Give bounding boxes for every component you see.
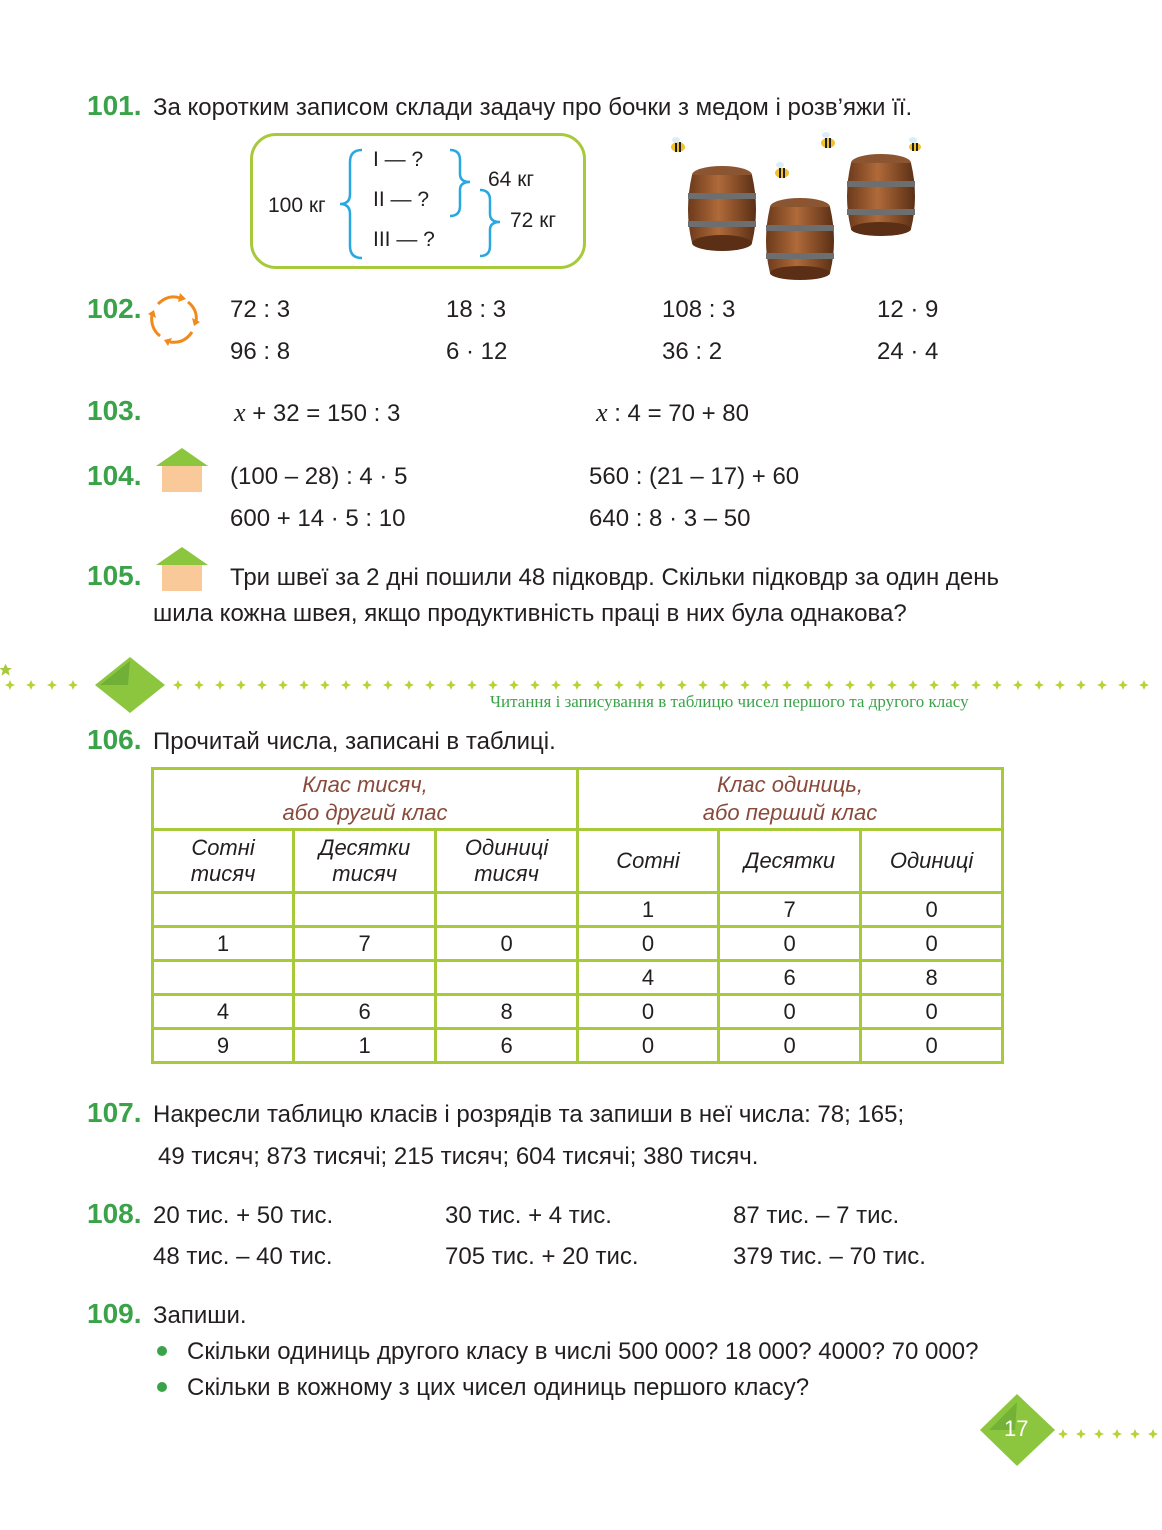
table-cell <box>294 893 436 927</box>
star-ornament <box>992 680 1002 690</box>
equation-1-rest: + 32 = 150 : 3 <box>245 400 401 427</box>
pair2-label: 72 кг <box>510 209 557 232</box>
star-ornament <box>845 680 855 690</box>
variable-x: x <box>596 398 608 427</box>
star-ornament <box>803 680 813 690</box>
star-ornament <box>404 680 414 690</box>
expr-104-4: 640 : 8 · 3 – 50 <box>589 505 751 532</box>
expr-104-1: (100 – 28) : 4 · 5 <box>230 463 408 490</box>
problem-number-102: 102. <box>87 293 142 324</box>
house-icon <box>154 545 210 593</box>
place-value-table <box>151 767 1004 1064</box>
expr-108-2: 48 тис. – 40 тис. <box>153 1243 333 1270</box>
table-cell: 0 <box>719 995 861 1029</box>
equation-2-rest: : 4 = 70 + 80 <box>607 400 749 427</box>
right-brace-top <box>448 148 474 218</box>
bullet-icon <box>157 1346 167 1356</box>
table-cell: 6 <box>719 961 861 995</box>
table-cell: 1 <box>577 893 718 927</box>
star-ornament <box>1097 680 1107 690</box>
table-cell: 0 <box>577 995 718 1029</box>
header-units-line1: Клас одиниць, <box>717 772 863 797</box>
problem-number-107: 107. <box>87 1097 142 1128</box>
star-ornament <box>236 680 246 690</box>
right-brace-bottom <box>478 188 504 258</box>
subheader-line1: Сотні <box>191 835 255 860</box>
problem-text-105-line1: Три швеї за 2 дні пошили 48 підковдр. Скільки підковдр за один день <box>230 564 999 591</box>
subheader-line1: Сотні <box>616 848 680 873</box>
star-ornament <box>278 680 288 690</box>
subheader-line1: Одиниці <box>464 835 549 860</box>
expr-102-4a: 12 · 9 <box>877 296 939 323</box>
star-ornament <box>866 680 876 690</box>
honey-barrels-illustration <box>660 125 930 280</box>
expr-102-1a: 72 : 3 <box>230 296 291 323</box>
bullet-text-1: Скільки одиниць другого класу в числі 500 000? 18 000? 4000? 70 000? <box>187 1338 979 1365</box>
house-icon <box>154 446 210 494</box>
star-ornament <box>1058 1429 1068 1439</box>
table-cell <box>294 961 436 995</box>
star-ornament <box>950 680 960 690</box>
star-ornament <box>425 680 435 690</box>
star-ornament <box>1034 680 1044 690</box>
problem-text-107-line2: 49 тисяч; 873 тисячі; 215 тисяч; 604 тисячі; 380 тисяч. <box>158 1143 759 1170</box>
table-cell: 1 <box>294 1029 436 1063</box>
expr-102-1b: 96 : 8 <box>230 338 291 365</box>
subheader-line2: тисяч <box>474 861 539 886</box>
star-ornament <box>446 680 456 690</box>
table-cell: 0 <box>577 1029 718 1063</box>
barrel-icon <box>688 166 756 251</box>
star-ornament <box>740 680 750 690</box>
star-ornament <box>656 680 666 690</box>
star-ornament <box>299 680 309 690</box>
table-row <box>153 995 1003 1029</box>
star-ornament <box>488 680 498 690</box>
expr-108-3: 30 тис. + 4 тис. <box>445 1202 612 1229</box>
problem-text-109: Запиши. <box>153 1302 247 1329</box>
star-ornament <box>26 680 36 690</box>
table-cell <box>436 893 578 927</box>
expr-102-3b: 36 : 2 <box>662 338 723 365</box>
table-cell <box>153 961 294 995</box>
table-cell: 0 <box>861 927 1003 961</box>
star-ornament <box>1013 680 1023 690</box>
table-cell: 0 <box>861 995 1003 1029</box>
subheader-line1: Одиниці <box>889 848 974 873</box>
star-ornament <box>1148 1429 1158 1439</box>
table-cell: 0 <box>861 893 1003 927</box>
star-ornament <box>572 680 582 690</box>
star-ornament <box>320 680 330 690</box>
header-units-line2: або перший клас <box>702 800 878 825</box>
barrel-icon <box>766 198 834 280</box>
expr-108-4: 705 тис. + 20 тис. <box>445 1243 639 1270</box>
star-ornament <box>5 680 15 690</box>
equation-103-2 <box>596 398 749 428</box>
table-cell: 0 <box>861 1029 1003 1063</box>
header-thousands-class <box>153 769 578 830</box>
subheader <box>153 830 294 893</box>
star-ornament <box>887 680 897 690</box>
header-thousands-line1: Клас тисяч, <box>302 772 428 797</box>
problem-text-101: За коротким записом склади задачу про бочки з медом і розв’яжи її. <box>153 94 913 121</box>
star-ornament <box>677 680 687 690</box>
star-ornament <box>1139 680 1149 690</box>
star-ornament <box>215 680 225 690</box>
star-ornament <box>194 680 204 690</box>
table-cell <box>436 961 578 995</box>
star-ornament <box>383 680 393 690</box>
star-ornament <box>761 680 771 690</box>
expr-104-2: 600 + 14 · 5 : 10 <box>230 505 406 532</box>
star-ornament <box>782 680 792 690</box>
star-ornament <box>257 680 267 690</box>
total-label: 100 кг <box>268 194 326 217</box>
table-cell <box>153 893 294 927</box>
table-cell: 7 <box>719 893 861 927</box>
table-row <box>153 961 1003 995</box>
subheader <box>719 830 861 893</box>
table-cell: 1 <box>153 927 294 961</box>
variable-x: x <box>234 398 246 427</box>
star-ornament <box>1130 1429 1140 1439</box>
star-ornament <box>551 680 561 690</box>
header-units-class <box>577 769 1002 830</box>
table-cell: 0 <box>577 927 718 961</box>
subheader <box>436 830 578 893</box>
star-ornament <box>1118 680 1128 690</box>
table-cell: 0 <box>719 927 861 961</box>
table-cell: 0 <box>719 1029 861 1063</box>
star-ornament <box>362 680 372 690</box>
table-cell: 9 <box>153 1029 294 1063</box>
subheader <box>861 830 1003 893</box>
left-brace <box>338 148 368 260</box>
subheader-line2: тисяч <box>332 861 397 886</box>
bee-icon <box>909 137 921 151</box>
star-ornament <box>824 680 834 690</box>
page-number: 17 <box>1004 1416 1029 1441</box>
expr-102-4b: 24 · 4 <box>877 338 939 365</box>
star-ornament <box>719 680 729 690</box>
expr-104-3: 560 : (21 – 17) + 60 <box>589 463 800 490</box>
star-ornament <box>68 680 78 690</box>
star-ornament <box>341 680 351 690</box>
table-cell: 8 <box>861 961 1003 995</box>
table-cell: 4 <box>153 995 294 1029</box>
star-ornament <box>929 680 939 690</box>
subheader-line1: Десятки <box>743 848 836 873</box>
expr-102-3a: 108 : 3 <box>662 296 736 323</box>
bullet-icon <box>157 1382 167 1392</box>
table-cell: 8 <box>436 995 578 1029</box>
star-ornament <box>971 680 981 690</box>
section-caption: Читання і записування в таблицю чисел першого та другого класу <box>490 692 969 711</box>
table-cell: 4 <box>577 961 718 995</box>
expr-102-2a: 18 : 3 <box>446 296 507 323</box>
star-ornament <box>509 680 519 690</box>
star-ornament <box>530 680 540 690</box>
bee-icon <box>671 137 685 152</box>
star-ornament <box>698 680 708 690</box>
star-ornament <box>1076 680 1086 690</box>
barrel-row-3: III — ? <box>373 228 435 251</box>
equation-103-1 <box>234 398 400 428</box>
star-ornament <box>614 680 624 690</box>
table-row <box>153 927 1003 961</box>
star-ornament <box>1055 680 1065 690</box>
subheader-line1: Десятки <box>319 835 411 860</box>
table-cell: 6 <box>294 995 436 1029</box>
expr-108-1: 20 тис. + 50 тис. <box>153 1202 334 1229</box>
bee-icon <box>775 162 789 178</box>
header-thousands-line2: або другий клас <box>282 800 448 825</box>
star-ornament <box>1076 1429 1086 1439</box>
barrel-icon <box>847 154 915 236</box>
problem-number-105: 105. <box>87 560 142 591</box>
expr-108-5: 87 тис. – 7 тис. <box>733 1202 900 1229</box>
table-cell: 6 <box>436 1029 578 1063</box>
problem-number-101: 101. <box>87 90 142 121</box>
problem-text-105-line2: шила кожна швея, якщо продуктивність праці в них була однакова? <box>153 600 907 627</box>
expr-108-6: 379 тис. – 70 тис. <box>733 1243 926 1270</box>
table-cell: 0 <box>436 927 578 961</box>
bullet-text-2: Скільки в кожному з цих чисел одиниць першого класу? <box>187 1374 810 1401</box>
problem-number-109: 109. <box>87 1298 142 1329</box>
table-cell: 7 <box>294 927 436 961</box>
barrel-row-2: II — ? <box>373 188 430 211</box>
problem-text-106: Прочитай числа, записані в таблиці. <box>153 728 556 755</box>
table-row <box>153 893 1003 927</box>
star-ornament <box>1094 1429 1104 1439</box>
cycle-arrows-icon <box>144 290 206 350</box>
problem-number-103: 103. <box>87 395 142 426</box>
subheader <box>294 830 436 893</box>
star-ornament <box>47 680 57 690</box>
star-ornament <box>635 680 645 690</box>
star-ornament <box>593 680 603 690</box>
bee-icon <box>821 132 835 148</box>
star-ornament <box>467 680 477 690</box>
problem-number-108: 108. <box>87 1198 142 1229</box>
subheader <box>577 830 718 893</box>
problem-number-104: 104. <box>87 460 142 491</box>
barrel-row-1: I — ? <box>373 148 424 171</box>
star-ornament <box>1112 1429 1122 1439</box>
star-ornament <box>908 680 918 690</box>
table-row <box>153 1029 1003 1063</box>
problem-text-107-line1: Накресли таблицю класів і розрядів та запиши в неї числа: 78; 165; <box>153 1101 905 1128</box>
pair1-label: 64 кг <box>488 168 535 191</box>
problem-number-106: 106. <box>87 724 142 755</box>
star-ornament <box>173 680 183 690</box>
subheader-line2: тисяч <box>190 861 256 886</box>
expr-102-2b: 6 · 12 <box>446 338 508 365</box>
